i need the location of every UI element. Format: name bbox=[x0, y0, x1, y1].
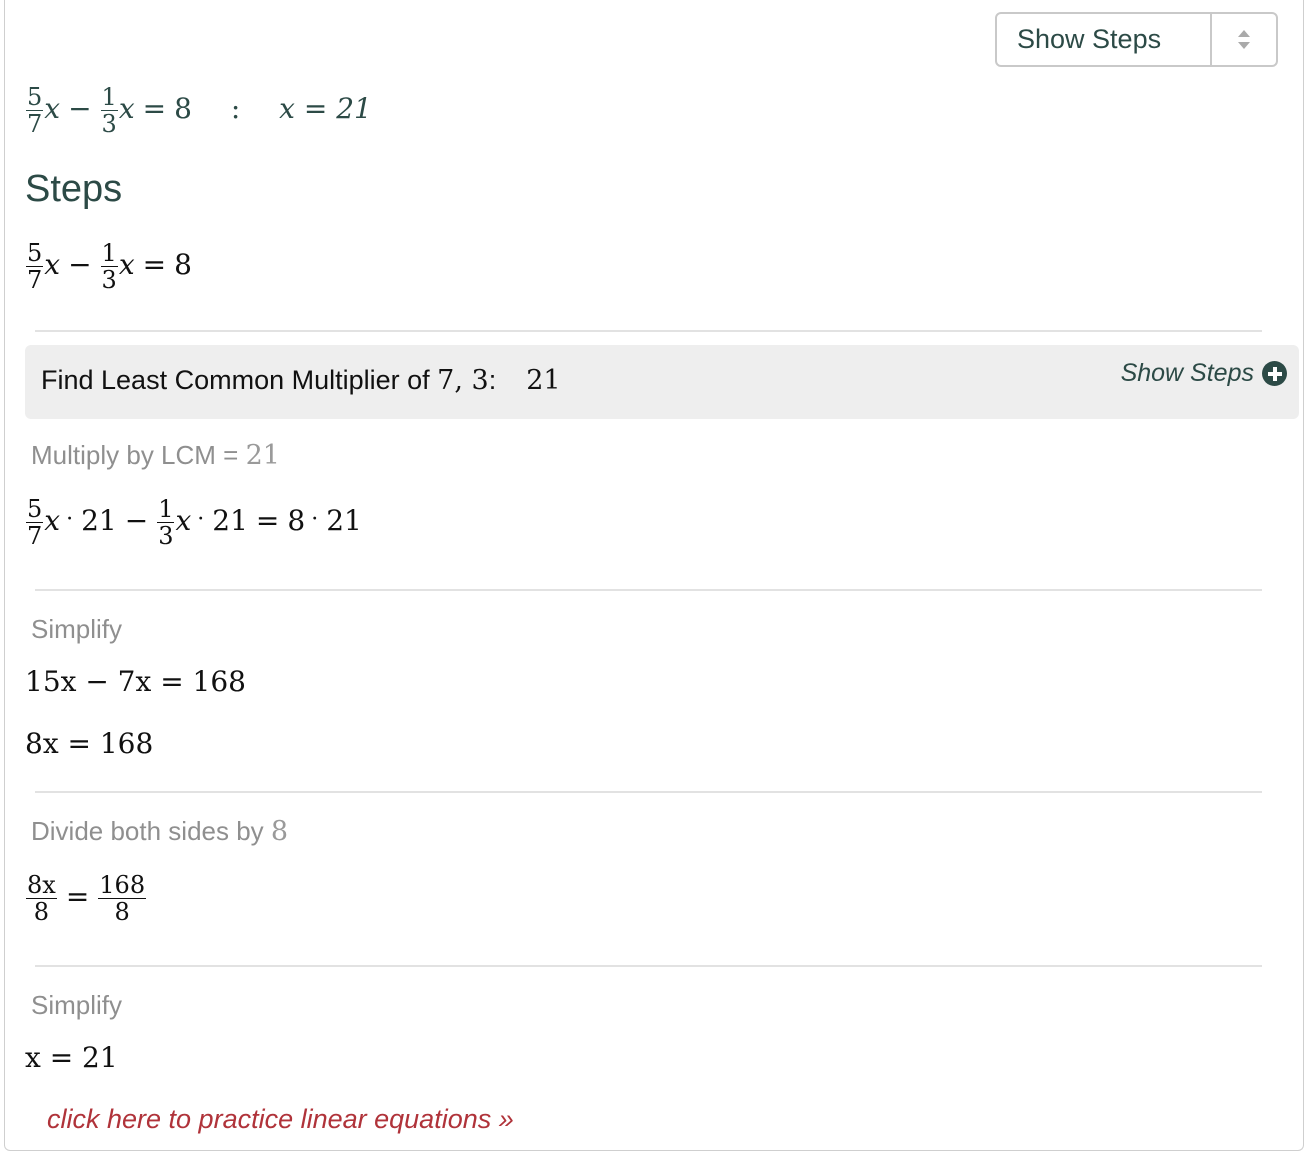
lcm-show-steps-button[interactable]: Show Steps bbox=[1121, 359, 1287, 388]
fraction: $\frac{8x}{8}$ bbox=[27, 871, 56, 926]
divider bbox=[35, 589, 1262, 591]
simplify-line-1: 15x − 7x = 168 bbox=[25, 665, 246, 698]
answer: x = 21 bbox=[279, 92, 372, 125]
divider bbox=[35, 965, 1262, 967]
simplify-line-2: 8x = 168 bbox=[25, 727, 154, 760]
divide-step-label: Divide both sides by 8 bbox=[31, 816, 289, 847]
solution-panel bbox=[4, 0, 1304, 1151]
arrow-up-icon bbox=[1238, 30, 1250, 37]
fraction: $\frac{1}{3}$ bbox=[158, 495, 174, 550]
multiply-step-label: Multiply by LCM = 21 bbox=[31, 440, 280, 471]
simplify-step-label: Simplify bbox=[31, 990, 123, 1020]
fraction: $\frac{5}{7}$ bbox=[27, 495, 43, 550]
fraction: $\frac{1}{3}$ bbox=[101, 83, 117, 138]
problem-answer-line: $\frac{5}{7}$ x − $\frac{1}{3}$ x = 8 : x = 21 bbox=[27, 83, 372, 138]
plus-circle-icon[interactable] bbox=[1262, 361, 1287, 386]
fraction: $\frac{5}{7}$ bbox=[27, 239, 43, 294]
divider bbox=[35, 791, 1262, 793]
lcm-step-text: Find Least Common Multiplier of 7, 3: 21 bbox=[41, 365, 561, 396]
lcm-step-box bbox=[25, 345, 1299, 419]
divider bbox=[35, 330, 1262, 332]
final-result: x = 21 bbox=[25, 1041, 118, 1074]
fraction: $\frac{1}{3}$ bbox=[101, 239, 117, 294]
initial-equation: $\frac{5}{7}$ x − $\frac{1}{3}$ x = 8 bbox=[27, 239, 192, 294]
multiply-equation: $\frac{5}{7}$ x · 21 − $\frac{1}{3}$ x · 21 = 8 · 21 bbox=[27, 495, 362, 550]
steps-dropdown[interactable] bbox=[995, 12, 1278, 67]
dropdown-arrows-icon[interactable] bbox=[1210, 14, 1276, 65]
fraction: $\frac{168}{8}$ bbox=[99, 871, 146, 926]
steps-dropdown-value: Show Steps bbox=[1017, 24, 1162, 54]
arrow-down-icon bbox=[1238, 42, 1250, 49]
fraction: $\frac{5}{7}$ bbox=[27, 83, 43, 138]
divide-equation: $\frac{8x}{8}$ = $\frac{168}{8}$ bbox=[27, 871, 146, 926]
separator: : bbox=[230, 92, 241, 125]
steps-heading: Steps bbox=[25, 168, 123, 210]
simplify-step-label: Simplify bbox=[31, 614, 123, 644]
practice-link[interactable]: click here to practice linear equations » bbox=[47, 1104, 514, 1134]
